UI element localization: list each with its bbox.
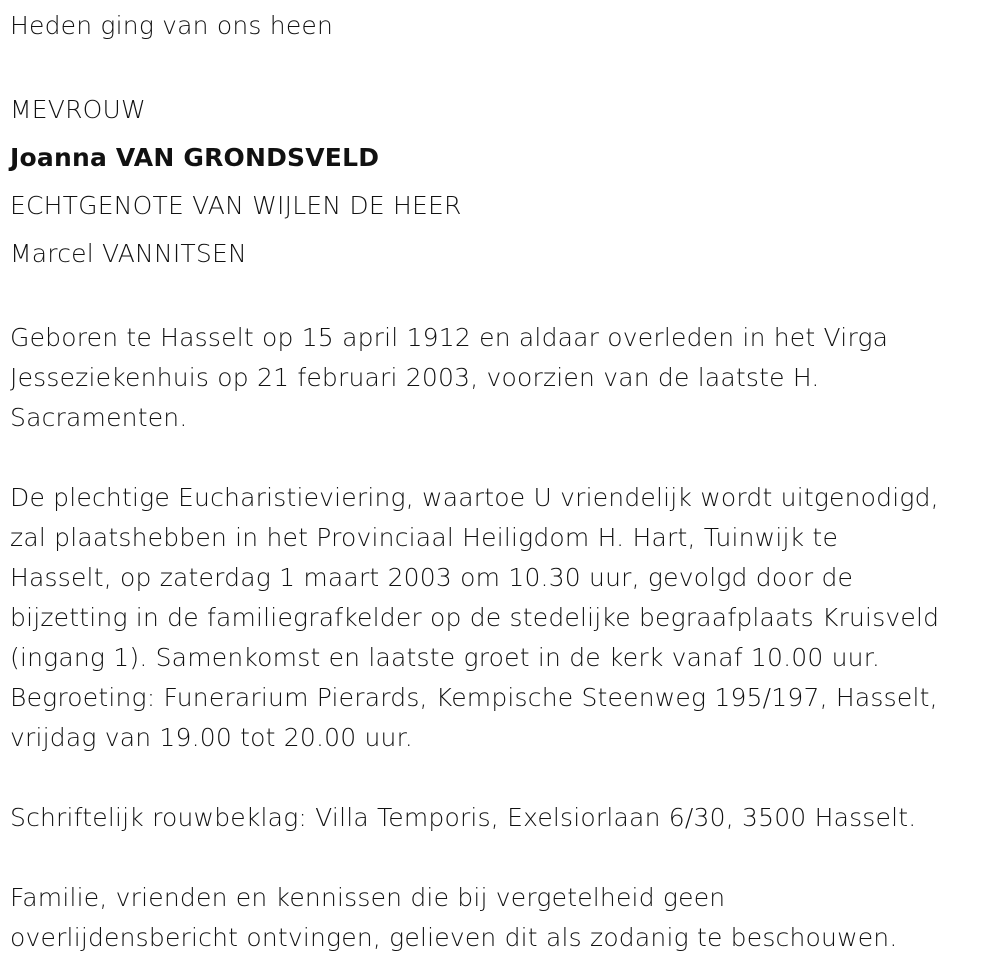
obituary-document <box>10 6 995 958</box>
paragraph-line: zal plaatshebben in het Provinciaal Heiligdom H. Hart, Tuinwijk te <box>10 523 839 552</box>
paragraph-line: Hasselt, op zaterdag 1 maart 2003 om 10.30 uur, gevolgd door de <box>10 563 854 592</box>
relation-text: ECHTGENOTE VAN WIJLEN DE HEER <box>10 191 462 220</box>
paragraph-line: Familie, vrienden en kennissen die bij vergetelheid geen <box>10 883 726 912</box>
paragraph-line: Begroeting: Funerarium Pierards, Kempische Steenweg 195/197, Hasselt, <box>10 683 938 712</box>
paragraph-line: Sacramenten. <box>10 403 188 432</box>
name-block <box>10 86 995 278</box>
paragraph-line: overlijdensbericht ontvingen, gelieven dit als zodanig te beschouwen. <box>10 923 898 952</box>
intro-text: Heden ging van ons heen <box>10 11 334 40</box>
paragraph-line: (ingang 1). Samenkomst en laatste groet in de kerk vanaf 10.00 uur. <box>10 643 881 672</box>
honorific-title: MEVROUW <box>10 95 146 124</box>
deceased-name: Joanna VAN GRONDSVELD <box>10 143 380 172</box>
paragraph-line: Jesseziekenhuis op 21 februari 2003, voorzien van de laatste H. <box>10 363 820 392</box>
spouse-name: Marcel VANNITSEN <box>10 239 247 268</box>
condolences-text: Schriftelijk rouwbeklag: Villa Temporis, Exelsiorlaan 6/30, 3500 Hasselt. <box>10 803 917 832</box>
paragraph-line: vrijdag van 19.00 tot 20.00 uur. <box>10 723 413 752</box>
birth-paragraph <box>10 318 995 438</box>
ceremony-paragraph <box>10 478 995 758</box>
paragraph-line: Geboren te Hasselt op 15 april 1912 en aldaar overleden in het Virga <box>10 323 889 352</box>
paragraph-line: De plechtige Eucharistieviering, waartoe U vriendelijk wordt uitgenodigd, <box>10 483 939 512</box>
paragraph-line: bijzetting in de familiegrafkelder op de stedelijke begraafplaats Kruisveld <box>10 603 940 632</box>
closing-paragraph <box>10 878 995 958</box>
